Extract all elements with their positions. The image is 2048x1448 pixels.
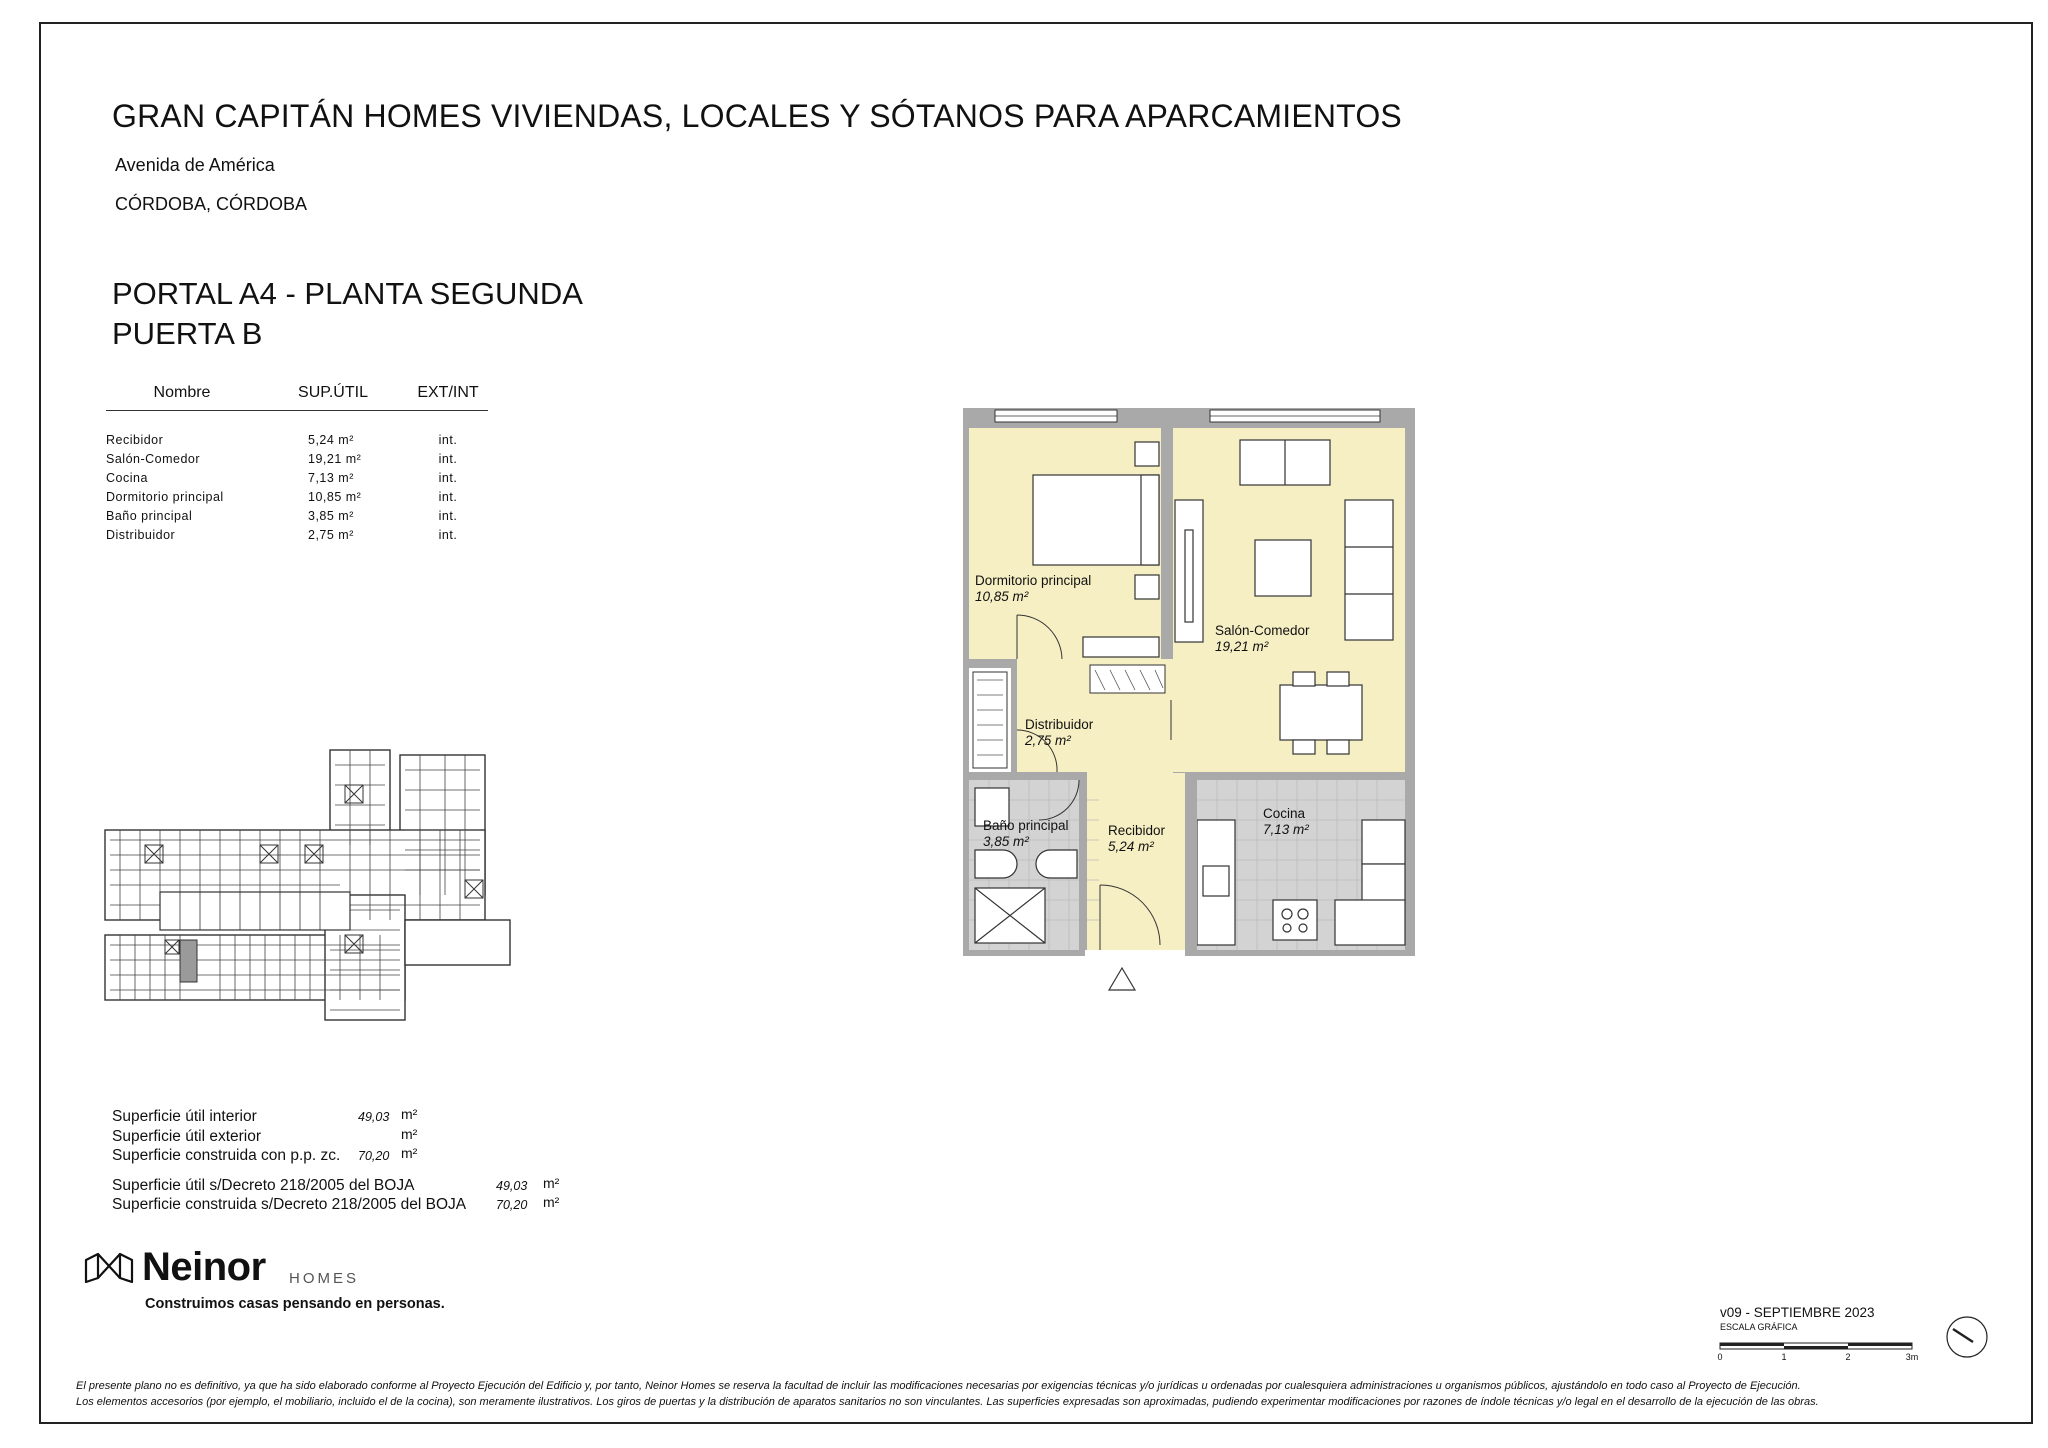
project-title: GRAN CAPITÁN HOMES VIVIENDAS, LOCALES Y SÓTANOS PARA APARCAMIENTOS xyxy=(112,98,1402,134)
room-type: int. xyxy=(438,489,458,504)
col-header-sup-util: SUP.ÚTIL xyxy=(258,384,408,411)
north-compass-icon xyxy=(1945,1315,1989,1359)
summary-unit: m² xyxy=(401,1106,418,1122)
room-type: int. xyxy=(438,451,458,466)
door-label: PUERTA B xyxy=(112,316,263,351)
table-row xyxy=(106,449,488,468)
table-row xyxy=(106,525,488,544)
scale-tick: 0 xyxy=(1717,1352,1723,1361)
table-row xyxy=(106,430,488,449)
graphic-scale-bar xyxy=(1715,1333,1925,1361)
disclaimer-line-2: Los elementos accesorios (por ejemplo, el mobiliario, incluido el de la cocina), son meramente ilustrativos. Los giros de puertas y la distribución de aparatos sanitarios no son vinculantes. Las superficies expresadas son aproximadas, pudiendo experimentar modificaciones por razones de índole técnicas y/o legal en el desarrollo de la ejecución de las obras. xyxy=(76,1396,1819,1408)
summary-unit: m² xyxy=(401,1126,418,1142)
scale-tick: 2 xyxy=(1845,1352,1851,1361)
summary-construida-boja-value: 70,20 xyxy=(496,1198,528,1212)
summary-construida-boja-label: Superficie construida s/Decreto 218/2005 del BOJA xyxy=(112,1196,467,1213)
room-name: Distribuidor xyxy=(106,527,176,542)
area-recibidor: 5,24 m² xyxy=(1108,839,1154,854)
scale-tick: 1 xyxy=(1781,1352,1787,1361)
label-dormitorio: Dormitorio principal xyxy=(975,573,1092,588)
col-header-nombre: Nombre xyxy=(106,384,258,411)
table-row xyxy=(106,487,488,506)
room-name: Dormitorio principal xyxy=(106,489,224,504)
summary-construida-label: Superficie construida con p.p. zc. xyxy=(112,1147,341,1164)
room-recibidor xyxy=(1087,773,1195,950)
room-area: 2,75 m² xyxy=(308,527,354,542)
room-area: 10,85 m² xyxy=(308,489,362,504)
area-bano: 3,85 m² xyxy=(983,834,1029,849)
scale-tick: 3m xyxy=(1905,1352,1919,1361)
version-label: v09 - SEPTIEMBRE 2023 xyxy=(1720,1305,1875,1320)
col-header-ext-int: EXT/INT xyxy=(408,384,488,411)
room-name: Cocina xyxy=(106,470,148,485)
scale-label: ESCALA GRÁFICA xyxy=(1720,1322,1798,1332)
summary-util-exterior-label: Superficie útil exterior xyxy=(112,1128,262,1145)
summary-unit: m² xyxy=(401,1145,418,1161)
summary-util-interior-label: Superficie útil interior xyxy=(112,1108,257,1125)
label-recibidor: Recibidor xyxy=(1108,823,1166,838)
apartment-floor-plan xyxy=(955,400,1425,995)
label-salon: Salón-Comedor xyxy=(1215,623,1310,638)
room-name: Salón-Comedor xyxy=(106,451,201,466)
brand-suffix: HOMES xyxy=(289,1270,360,1287)
portal-floor: PORTAL A4 - PLANTA SEGUNDA xyxy=(112,276,583,311)
area-distribuidor: 2,75 m² xyxy=(1025,733,1071,748)
summary-unit: m² xyxy=(543,1175,560,1191)
summary-unit: m² xyxy=(543,1194,560,1210)
table-row xyxy=(106,506,488,525)
label-cocina: Cocina xyxy=(1263,806,1306,821)
room-area: 5,24 m² xyxy=(308,432,354,447)
address-street: Avenida de América xyxy=(115,155,275,175)
entrance-arrow-icon xyxy=(1109,968,1135,990)
area-salon: 19,21 m² xyxy=(1215,639,1269,654)
rooms-table xyxy=(106,384,488,544)
highlighted-unit xyxy=(180,940,197,982)
room-name: Baño principal xyxy=(106,508,193,523)
room-type: int. xyxy=(438,508,458,523)
room-type: int. xyxy=(438,527,458,542)
summary-construida-value: 70,20 xyxy=(358,1149,390,1163)
brand-name: Neinor xyxy=(142,1245,266,1289)
room-type: int. xyxy=(438,470,458,485)
neinor-logo-icon xyxy=(84,1252,134,1284)
disclaimer-line-1: El presente plano no es definitivo, ya que ha sido elaborado conforme al Proyecto Ejecución del Edificio y, por tanto, Neinor Homes se reserva la facultad de incluir las modificaciones necesarias por exigencias técnicas y/o jurídicas u ordenadas por cualesquiera administraciones u organismos públicos, ajustándolo en todo caso al Proyecto de Ejecución. xyxy=(76,1380,1801,1392)
room-area: 3,85 m² xyxy=(308,508,354,523)
summary-util-boja-label: Superficie útil s/Decreto 218/2005 del BOJA xyxy=(112,1177,415,1194)
room-type: int. xyxy=(438,432,458,447)
building-key-plan xyxy=(100,745,520,1030)
area-cocina: 7,13 m² xyxy=(1263,822,1309,837)
table-header-row xyxy=(106,384,488,411)
summary-util-boja-value: 49,03 xyxy=(496,1179,528,1193)
room-area: 7,13 m² xyxy=(308,470,354,485)
room-area: 19,21 m² xyxy=(308,451,362,466)
room-name: Recibidor xyxy=(106,432,164,447)
table-row xyxy=(106,468,488,487)
summary-util-interior-value: 49,03 xyxy=(358,1110,390,1124)
brand-tagline: Construimos casas pensando en personas. xyxy=(145,1296,445,1312)
address-city: CÓRDOBA, CÓRDOBA xyxy=(115,194,308,214)
label-bano: Baño principal xyxy=(983,818,1069,833)
label-distribuidor: Distribuidor xyxy=(1025,717,1094,732)
area-dormitorio: 10,85 m² xyxy=(975,589,1029,604)
